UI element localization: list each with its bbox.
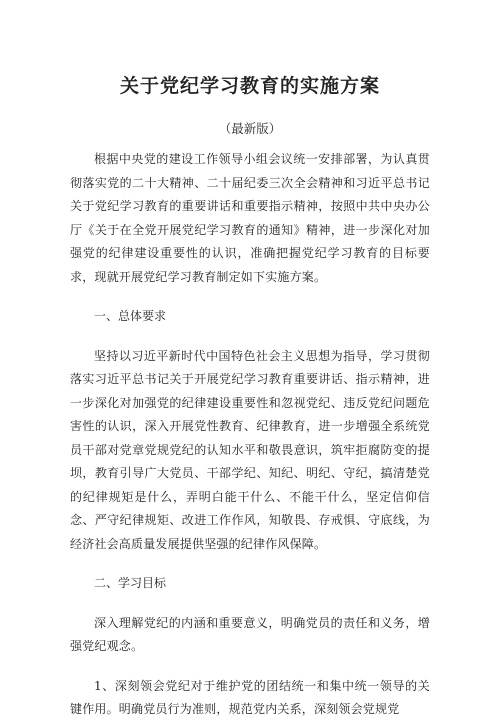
general-requirements-paragraph: 坚持以习近平新时代中国特色社会主义思想为指导，学习贯彻落实习近平总书记关于开展党纪学习教育重要讲话、指示精神，进一步深化对加强党的纪律建设重要性和忽视党纪、违反党纪问题危害性的认识，深入开展党性教育、纪律教育，进一步增强全系统党员干部对党章党规党纪的认知水平和敬畏意识，筑牢拒腐防变的提坝，教育引导广大党员、干部学纪、知纪、明纪、守纪，搞清楚党的纪律规矩是什么，弄明白能干什么、不能干什么，坚定信仰信念、严守纪律规矩、改进工作作风，知敬畏、存戒惧、守底线，为经济社会高质量发展提供坚强的纪律作风保障。 bbox=[70, 348, 430, 551]
section-heading-learning-goals: 二、学习目标 bbox=[94, 576, 167, 590]
learning-goals-paragraph: 深入理解党纪的内涵和重要意义，明确党员的责任和义务，增强党纪观念。 bbox=[70, 615, 430, 653]
section-heading-general-requirements: 一、总体要求 bbox=[94, 309, 167, 323]
document-title: 关于党纪学习教育的实施方案 bbox=[119, 75, 380, 97]
document-subtitle: （最新版） bbox=[218, 121, 282, 136]
intro-paragraph: 根据中央党的建设工作领导小组会议统一安排部署，为认真贯彻落实党的二十大精神、二十届纪委三次全会精神和习近平总书记关于党纪学习教育的重要讲话和重要指示精神，按照中共中央办公厅《关于在全党开展党纪学习教育的通知》精神，进一步深化对加强党的纪律建设重要性的认识，准确把握党纪学习教育的目标要求，现就开展党纪学习教育制定如下实施方案。 bbox=[70, 152, 430, 284]
learning-goal-item-1: 1、深刻领会党纪对于维护党的团结统一和集中统一领导的关键作用。明确党员行为准则，规范党内关系，深刻领会党规党 bbox=[70, 678, 430, 716]
